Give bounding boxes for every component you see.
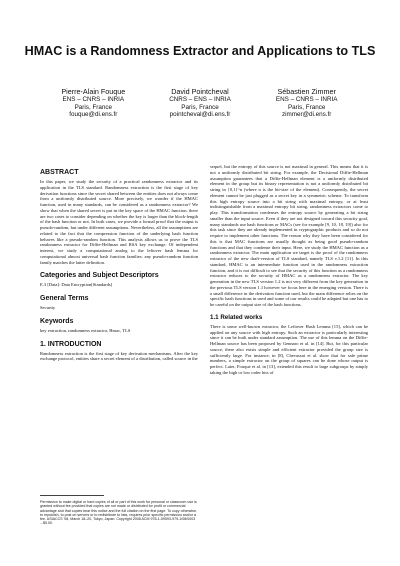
author-3 bbox=[253, 88, 360, 118]
introduction-text: Randomness extraction is the first stage of key derivation mechanisms. After the key exchange protocol, entities share a secret element of a distribution, called source in the bbox=[40, 350, 198, 362]
categories-heading: Categories and Subject Descriptors bbox=[40, 272, 159, 280]
author-2 bbox=[147, 88, 254, 118]
keywords-text: key extraction, randomness extractor, Hmac, TLS bbox=[40, 327, 131, 333]
permission-footnote: Permission to make digital or hard copies of all or part of this work for personal or classroom use is granted without fee provided that copies are not made or distributed for profit or commercial advantage and that copies bear this notice and the full citation on the first page. To copy otherwise, to republish, to post on servers or to redistribute to lists, requires prior specific permission and/or a fee. ASIACCS '08, March 18–20, Tokyo, Japan. Copyright 2008 ACM 978-1-59593-979-1/08/0003 ...$5.00. bbox=[40, 500, 197, 526]
right-column bbox=[210, 164, 368, 376]
footnote-rule bbox=[40, 495, 104, 496]
left-column bbox=[40, 168, 198, 362]
categories-text: E.3 [Data]: Data Encryption[Standards] bbox=[40, 282, 113, 288]
author-name: Pierre-Alain Fouque bbox=[61, 87, 126, 96]
author-location: Paris, France bbox=[287, 103, 326, 111]
author-affiliation: CNRS – ENS – INRIA bbox=[169, 96, 231, 104]
body-text: sequel, but the entropy of this source is not maximal in general. This means that it is not a uniformly distributed bit string. For example, the Decisional Diffie-Hellman assumption guarantees that a Diffie-Hellman element is a uniformly distributed element in the group but its binary representation is not a uniformly distributed bit string in {0,1}^n (where n is the bit-size of the element). Consequently, the secret element cannot be just plugged as a secret key in a symmetric scheme. To transform this high entropy source into a bit string with maximal entropy, or at least indistinguishable from a maximal entropy bit string, randomness extractors come to play. This transformation condenses the entropy source by generating a bit string smaller than the input source. Even if they are not designed toward this security goal, many standards use hash functions or MACs (see for example [9, 10, 18, 19]) also for this task since they are already implemented in cryptographic products and so do not require to implement other functions. The reason why they have been considered for this is that MAC functions are usually thought as being good pseudo-random functions and that they condense their input. Here, we study the HMAC function as a randomness extractor. The main application we target is the proof of the randomness extractor of the new draft-version of TLS standard, namely TLS v.1.2 [11]. In this standard, HMAC is an intermediate function used in the randomness extraction function, and it is not difficult to see that the security of this function as a randomness extractor reduces to the security of HMAC as a randomness extractor. The key generation in the new TLS version 1.2 is not very different from the key generation in the previous TLS version 1.1 however we focus here in the emerging version. There is a small difference in the derivation function used, but the main difference relies on the specific hash functions in used and some of our results could be adapted but one has to be careful on the output size of the hash functions. bbox=[210, 164, 368, 307]
author-block bbox=[40, 88, 360, 118]
author-email: zimmer@di.ens.fr bbox=[281, 110, 332, 118]
paper-title: HMAC is a Randomness Extractor and Applications to TLS bbox=[24, 44, 376, 58]
author-location: Paris, France bbox=[181, 103, 219, 111]
author-affiliation: ENS – CNRS – INRIA bbox=[62, 96, 125, 104]
related-works-text: There is some well-known extractor, the Leftover Hash Lemma [15], which can be applied on any source with high entropy. Such an extractor is particularly interesting since it can be built under standard assumption. The use of this lemma on the Diffie-Hellman source has been proposed by Gennaro et al. in [14]. But, for this particular source, there also exists simple and efficient extractor provided the group size is sufficiently large. For instance, in [8], Chevassut et al. show that for safe prime numbers, a simple extractor on the group of squares can be done whose output is perfect. Later, Fouque et al. in [13], extended this result to large subgroups by simply taking the high or low order bits of bbox=[210, 323, 368, 375]
keywords-heading: Keywords bbox=[40, 317, 74, 325]
author-email: fouque@di.ens.fr bbox=[69, 110, 118, 118]
author-affiliation: ENS – CNRS – INRIA bbox=[275, 96, 338, 104]
author-email: pointcheval@di.ens.fr bbox=[169, 110, 231, 118]
general-terms-text: Security bbox=[40, 305, 56, 310]
abstract-heading: ABSTRACT bbox=[40, 169, 79, 176]
author-1 bbox=[40, 88, 147, 118]
general-terms-heading: General Terms bbox=[40, 295, 89, 302]
related-works-heading: 1.1 Related works bbox=[210, 313, 263, 321]
introduction-heading: 1. INTRODUCTION bbox=[40, 340, 102, 348]
author-location: Paris, France bbox=[74, 103, 113, 111]
author-name: Sébastien Zimmer bbox=[277, 87, 336, 96]
abstract-text: In this paper, we study the security of a practical randomness extractor and its application in the TLS standard. Randomness extraction is the first stage of key derivation functions since the secret shared between the entities does not always come from a uniformly distributed source. More precisely, we wonder if the HMAC function, used in many standards, can be considered as a randomness extractor? We show that when the shared secret is put in the key space of the HMAC function, there are two cases to consider depending on whether the key is larger than the block-length of the hash function or not. In both cases, we provide a formal proof that the output is pseudo-random, but under different assumptions. Nevertheless, all the assumptions are related to the fact that the compression function of the underlying hash function behaves like a pseudo-random function. This analysis allows us to prove the TLS randomness extractor for Diffie-Hellman and RSA key exchange. Of independent interest, we study a computational analog to the leftover hash lemma for computational almost universal hash function families: any pseudo-random function family matches the latter definition. bbox=[40, 179, 198, 265]
author-name: David Pointcheval bbox=[171, 87, 229, 96]
